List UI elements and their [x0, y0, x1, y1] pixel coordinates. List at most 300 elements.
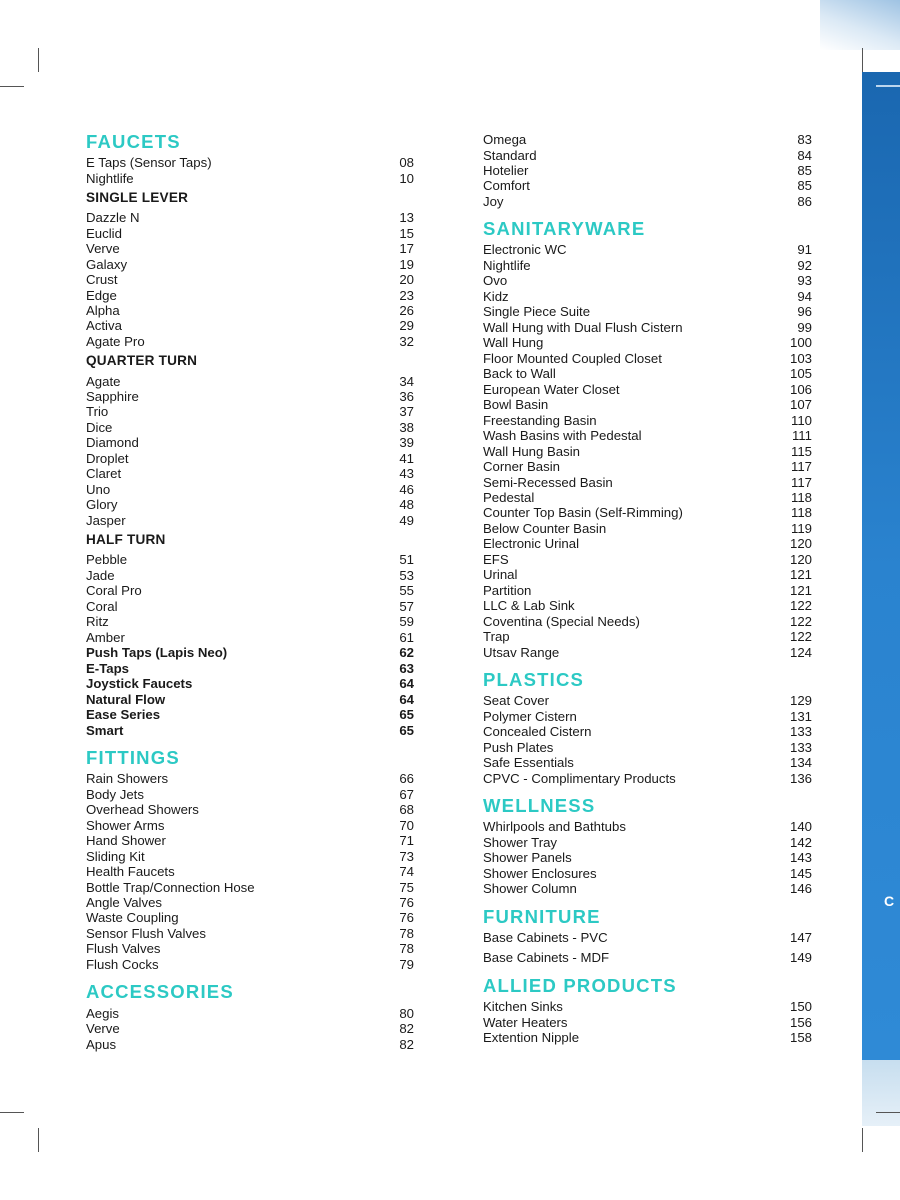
toc-entry[interactable] — [86, 599, 414, 615]
entry-page: 122 — [789, 629, 812, 644]
entry-page: 57 — [399, 599, 414, 614]
entry-label: Kitchen Sinks — [483, 999, 563, 1014]
toc-entry-bold[interactable] — [86, 707, 414, 723]
entry-label: Flush Valves — [86, 941, 161, 956]
toc-entry[interactable] — [483, 567, 812, 583]
toc-entry[interactable] — [483, 866, 812, 882]
toc-entry[interactable] — [86, 451, 414, 467]
toc-entry[interactable] — [86, 957, 414, 973]
toc-entry[interactable] — [86, 552, 414, 568]
entry-label: Wall Hung Basin — [483, 444, 580, 459]
entry-page: 143 — [789, 850, 812, 865]
entry-label: Glory — [86, 497, 118, 512]
entry-label: Wall Hung — [483, 335, 544, 350]
entry-page: 76 — [399, 910, 414, 925]
toc-entry[interactable] — [483, 835, 812, 851]
entry-page: 68 — [399, 802, 414, 817]
toc-entry[interactable] — [86, 334, 414, 350]
toc-entry[interactable] — [483, 444, 812, 460]
toc-entry[interactable] — [86, 497, 414, 513]
toc-entry-bold[interactable] — [86, 676, 414, 692]
entry-label: Sapphire — [86, 389, 139, 404]
entry-label: Trio — [86, 404, 109, 419]
toc-entry[interactable] — [86, 864, 414, 880]
entry-label: Polymer Cistern — [483, 709, 577, 724]
toc-entry[interactable] — [86, 1021, 414, 1037]
toc-entry[interactable] — [86, 583, 414, 599]
entry-label: Galaxy — [86, 257, 128, 272]
entry-page: 118 — [790, 505, 812, 520]
entry-label: Base Cabinets - MDF — [483, 950, 610, 965]
entry-label: Dice — [86, 420, 113, 435]
toc-entry[interactable] — [483, 258, 812, 274]
entry-page: 146 — [789, 881, 812, 896]
entry-label: CPVC - Complimentary Products — [483, 771, 676, 786]
toc-entry-bold[interactable] — [86, 723, 414, 739]
toc-entry[interactable] — [483, 819, 812, 835]
entry-label: Edge — [86, 288, 117, 303]
entry-page: 142 — [789, 835, 812, 850]
toc-entry[interactable] — [86, 1037, 414, 1053]
toc-entry[interactable] — [483, 755, 812, 771]
entry-label: Hotelier — [483, 163, 529, 178]
toc-entry[interactable] — [86, 614, 414, 630]
toc-entry-bold[interactable] — [86, 661, 414, 677]
toc-entry[interactable] — [483, 645, 812, 661]
entry-label: Ease Series — [86, 707, 161, 722]
section-title-faucets: FAUCETS — [86, 131, 181, 152]
entry-page: 107 — [789, 397, 812, 412]
toc-entry[interactable] — [483, 724, 812, 740]
toc-entry[interactable] — [86, 155, 414, 171]
entry-page: 105 — [789, 366, 812, 381]
entry-page: 158 — [789, 1030, 812, 1045]
toc-entry[interactable] — [86, 288, 414, 304]
entry-page: 117 — [790, 475, 812, 490]
entry-label: Omega — [483, 132, 527, 147]
toc-entry[interactable] — [483, 459, 812, 475]
entry-label: Single Piece Suite — [483, 304, 591, 319]
crop-mark — [876, 1112, 900, 1113]
entry-label: Uno — [86, 482, 111, 497]
entry-label: Shower Tray — [483, 835, 558, 850]
entry-page: 37 — [399, 404, 414, 419]
toc-entry-bold[interactable] — [86, 645, 414, 661]
entry-label: Shower Enclosures — [483, 866, 597, 881]
entry-label: Below Counter Basin — [483, 521, 607, 536]
toc-entry[interactable] — [86, 630, 414, 646]
entry-page: 149 — [789, 950, 812, 965]
toc-entry[interactable] — [86, 374, 414, 390]
toc-entry[interactable] — [86, 171, 414, 187]
toc-entry[interactable] — [483, 194, 812, 210]
entry-label: Sliding Kit — [86, 849, 145, 864]
entry-page: 26 — [399, 303, 414, 318]
entry-page: 75 — [399, 880, 414, 895]
entry-page: 99 — [797, 320, 812, 335]
entry-label: Rain Showers — [86, 771, 169, 786]
toc-entry[interactable] — [86, 568, 414, 584]
entry-page: 110 — [790, 413, 812, 428]
entry-page: 32 — [399, 334, 414, 349]
toc-entry[interactable] — [483, 242, 812, 258]
toc-entry[interactable] — [86, 833, 414, 849]
toc-entry[interactable] — [483, 351, 812, 367]
entry-label: Sensor Flush Valves — [86, 926, 206, 941]
toc-entry[interactable] — [86, 895, 414, 911]
toc-entry[interactable] — [483, 536, 812, 552]
entry-page: 120 — [789, 536, 812, 551]
entry-label: Hand Shower — [86, 833, 166, 848]
entry-page: 48 — [399, 497, 414, 512]
toc-entry[interactable] — [483, 273, 812, 289]
entry-label: Coral — [86, 599, 118, 614]
entry-page: 76 — [399, 895, 414, 910]
entry-label: Natural Flow — [86, 692, 166, 707]
entry-label: Concealed Cistern — [483, 724, 592, 739]
entry-page: 85 — [797, 178, 812, 193]
toc-entry[interactable] — [483, 521, 812, 537]
toc-entry[interactable] — [86, 389, 414, 405]
entry-label: Coral Pro — [86, 583, 142, 598]
entry-label: Agate — [86, 374, 121, 389]
entry-page: 121 — [789, 567, 812, 582]
toc-entry[interactable] — [86, 880, 414, 896]
toc-entry[interactable] — [483, 178, 812, 194]
toc-entry[interactable] — [483, 304, 812, 320]
toc-entry[interactable] — [483, 598, 812, 614]
toc-entry[interactable] — [483, 881, 812, 897]
entry-label: E-Taps — [86, 661, 129, 676]
entry-page: 63 — [399, 661, 414, 676]
toc-entry[interactable] — [483, 1030, 812, 1046]
entry-label: Dazzle N — [86, 210, 140, 225]
entry-page: 145 — [789, 866, 812, 881]
entry-page: 103 — [789, 351, 812, 366]
entry-label: Partition — [483, 583, 532, 598]
entry-page: 131 — [789, 709, 812, 724]
entry-page: 20 — [399, 272, 414, 287]
entry-label: Standard — [483, 148, 537, 163]
entry-page: 147 — [789, 930, 812, 945]
entry-page: 119 — [790, 521, 812, 536]
section-title-fittings: FITTINGS — [86, 747, 180, 768]
entry-label: Ritz — [86, 614, 109, 629]
entry-label: Body Jets — [86, 787, 144, 802]
entry-page: 49 — [399, 513, 414, 528]
entry-label: Joystick Faucets — [86, 676, 193, 691]
section-title-sanitaryware: SANITARYWARE — [483, 218, 646, 239]
toc-entry[interactable] — [86, 303, 414, 319]
subheading-half-turn: HALF TURN — [86, 532, 166, 547]
entry-label: Shower Column — [483, 881, 577, 896]
entry-label: Waste Coupling — [86, 910, 179, 925]
toc-entry[interactable] — [86, 941, 414, 957]
entry-page: 73 — [399, 849, 414, 864]
entry-label: Amber — [86, 630, 125, 645]
entry-label: Verve — [86, 241, 120, 256]
toc-entry[interactable] — [483, 930, 812, 946]
entry-page: 121 — [789, 583, 812, 598]
entry-label: Flush Cocks — [86, 957, 159, 972]
toc-entry[interactable] — [483, 335, 812, 351]
entry-label: Utsav Range — [483, 645, 560, 660]
entry-page: 67 — [399, 787, 414, 802]
entry-label: Whirlpools and Bathtubs — [483, 819, 626, 834]
entry-page: 106 — [789, 382, 812, 397]
entry-page: 70 — [399, 818, 414, 833]
toc-entry[interactable] — [483, 289, 812, 305]
toc-entry[interactable] — [86, 802, 414, 818]
toc-entry[interactable] — [86, 787, 414, 803]
toc-entry[interactable] — [483, 148, 812, 164]
toc-entry[interactable] — [86, 482, 414, 498]
entry-label: Coventina (Special Needs) — [483, 614, 640, 629]
toc-entry[interactable] — [86, 466, 414, 482]
toc-entry[interactable] — [483, 475, 812, 491]
entry-page: 150 — [789, 999, 812, 1014]
crop-mark — [0, 1112, 24, 1113]
toc-entry[interactable] — [483, 505, 812, 521]
entry-label: Push Taps (Lapis Neo) — [86, 645, 228, 660]
toc-entry[interactable] — [86, 420, 414, 436]
subheading-single-lever: SINGLE LEVER — [86, 190, 189, 205]
entry-page: 17 — [399, 241, 414, 256]
toc-entry[interactable] — [86, 318, 414, 334]
toc-entry[interactable] — [483, 850, 812, 866]
entry-page: 46 — [399, 482, 414, 497]
entry-page: 23 — [399, 288, 414, 303]
toc-entry[interactable] — [86, 1006, 414, 1022]
entry-page: 124 — [789, 645, 812, 660]
entry-label: Activa — [86, 318, 122, 333]
toc-entry[interactable] — [483, 552, 812, 568]
entry-page: 122 — [789, 614, 812, 629]
entry-page: 79 — [399, 957, 414, 972]
entry-label: LLC & Lab Sink — [483, 598, 575, 613]
entry-label: Water Heaters — [483, 1015, 568, 1030]
toc-entry[interactable] — [86, 818, 414, 834]
entry-label: Wall Hung with Dual Flush Cistern — [483, 320, 683, 335]
toc-entry[interactable] — [483, 740, 812, 756]
entry-page: 59 — [399, 614, 414, 629]
entry-label: Bottle Trap/Connection Hose — [86, 880, 255, 895]
toc-entry[interactable] — [86, 210, 414, 226]
entry-label: Nightlife — [86, 171, 134, 186]
entry-page: 129 — [789, 693, 812, 708]
entry-label: Bowl Basin — [483, 397, 549, 412]
entry-label: Base Cabinets - PVC — [483, 930, 608, 945]
entry-label: Crust — [86, 272, 118, 287]
toc-entry[interactable] — [86, 272, 414, 288]
entry-page: 61 — [399, 630, 414, 645]
entry-label: Back to Wall — [483, 366, 556, 381]
entry-label: Corner Basin — [483, 459, 560, 474]
toc-entry[interactable] — [86, 910, 414, 926]
entry-label: Angle Valves — [86, 895, 162, 910]
side-tab-letter: C — [884, 893, 895, 909]
crop-mark — [38, 1128, 39, 1152]
toc-entry[interactable] — [483, 163, 812, 179]
entry-label: Counter Top Basin (Self-Rimming) — [483, 505, 683, 520]
section-title-plastics: PLASTICS — [483, 669, 585, 690]
entry-label: Diamond — [86, 435, 139, 450]
entry-label: Euclid — [86, 226, 122, 241]
entry-page: 120 — [789, 552, 812, 567]
corner-gradient — [820, 0, 900, 50]
toc-entry[interactable] — [483, 771, 812, 787]
subheading-quarter-turn: QUARTER TURN — [86, 353, 198, 368]
entry-page: 71 — [399, 833, 414, 848]
entry-page: 140 — [789, 819, 812, 834]
entry-label: Apus — [86, 1037, 117, 1052]
entry-label: Agate Pro — [86, 334, 145, 349]
side-band-fade — [862, 1060, 900, 1126]
entry-page: 64 — [399, 676, 414, 691]
entry-page: 91 — [797, 242, 812, 257]
toc-entry[interactable] — [86, 513, 414, 529]
band-crop-mark — [876, 85, 900, 87]
entry-label: Comfort — [483, 178, 530, 193]
side-color-band — [862, 72, 900, 1060]
toc-entry[interactable] — [483, 320, 812, 336]
entry-page: 74 — [399, 864, 414, 879]
crop-mark — [0, 86, 24, 87]
entry-label: Nightlife — [483, 258, 531, 273]
toc-entry[interactable] — [86, 226, 414, 242]
crop-mark — [38, 48, 39, 72]
entry-page: 66 — [399, 771, 414, 786]
entry-page: 34 — [399, 374, 414, 389]
entry-page: 13 — [399, 210, 414, 225]
entry-label: Extention Nipple — [483, 1030, 580, 1045]
entry-page: 38 — [399, 420, 414, 435]
entry-label: Claret — [86, 466, 122, 481]
entry-label: Health Faucets — [86, 864, 175, 879]
toc-entry[interactable] — [86, 241, 414, 257]
section-title-wellness: WELLNESS — [483, 795, 596, 816]
crop-mark — [862, 1128, 863, 1152]
entry-page: 133 — [789, 724, 812, 739]
entry-label: Overhead Showers — [86, 802, 199, 817]
entry-label: Jasper — [86, 513, 126, 528]
entry-page: 136 — [789, 771, 812, 786]
entry-label: Safe Essentials — [483, 755, 574, 770]
entry-page: 08 — [399, 155, 414, 170]
toc-entry[interactable] — [483, 614, 812, 630]
entry-page: 118 — [790, 490, 812, 505]
entry-page: 94 — [797, 289, 812, 304]
entry-page: 83 — [797, 132, 812, 147]
entry-page: 100 — [789, 335, 812, 350]
entry-label: European Water Closet — [483, 382, 620, 397]
toc-entry[interactable] — [483, 709, 812, 725]
section-title-accessories: ACCESSORIES — [86, 981, 234, 1002]
entry-page: 96 — [797, 304, 812, 319]
toc-entry-bold[interactable] — [86, 692, 414, 708]
toc-entry[interactable] — [483, 693, 812, 709]
entry-page: 78 — [399, 941, 414, 956]
toc-entry[interactable] — [86, 404, 414, 420]
entry-page: 19 — [399, 257, 414, 272]
entry-page: 117 — [790, 459, 812, 474]
toc-entry[interactable] — [483, 1015, 812, 1031]
toc-entry[interactable] — [483, 428, 812, 444]
entry-label: Kidz — [483, 289, 509, 304]
toc-entry[interactable] — [483, 583, 812, 599]
entry-label: Shower Panels — [483, 850, 572, 865]
entry-label: Alpha — [86, 303, 120, 318]
section-title-allied-products: ALLIED PRODUCTS — [483, 975, 677, 996]
toc-entry[interactable] — [483, 382, 812, 398]
entry-page: 36 — [399, 389, 414, 404]
crop-mark — [862, 48, 863, 72]
entry-page: 62 — [399, 645, 414, 660]
toc-entry[interactable] — [483, 490, 812, 506]
entry-page: 43 — [399, 466, 414, 481]
toc-entry[interactable] — [86, 849, 414, 865]
entry-label: Verve — [86, 1021, 120, 1036]
toc-entry[interactable] — [86, 257, 414, 273]
entry-label: Aegis — [86, 1006, 119, 1021]
toc-entry[interactable] — [483, 397, 812, 413]
entry-page: 78 — [399, 926, 414, 941]
toc-entry[interactable] — [483, 629, 812, 645]
entry-page: 15 — [399, 226, 414, 241]
entry-page: 134 — [789, 755, 812, 770]
toc-entry[interactable] — [483, 999, 812, 1015]
entry-page: 41 — [399, 451, 414, 466]
entry-label: Smart — [86, 723, 124, 738]
entry-page: 82 — [399, 1037, 414, 1052]
toc-entry[interactable] — [483, 366, 812, 382]
entry-page: 39 — [399, 435, 414, 450]
entry-label: Droplet — [86, 451, 129, 466]
entry-page: 92 — [797, 258, 812, 273]
toc-entry[interactable] — [86, 435, 414, 451]
entry-label: Joy — [483, 194, 504, 209]
toc-entry[interactable] — [86, 771, 414, 787]
toc-entry[interactable] — [483, 132, 812, 148]
entry-page: 29 — [399, 318, 414, 333]
entry-label: Urinal — [483, 567, 518, 582]
entry-page: 10 — [399, 171, 414, 186]
entry-page: 122 — [789, 598, 812, 613]
entry-page: 86 — [797, 194, 812, 209]
toc-entry[interactable] — [86, 926, 414, 942]
entry-page: 111 — [791, 428, 812, 443]
entry-label: Electronic Urinal — [483, 536, 580, 551]
entry-label: Trap — [483, 629, 510, 644]
toc-entry[interactable] — [483, 950, 812, 966]
entry-label: Semi-Recessed Basin — [483, 475, 613, 490]
toc-entry[interactable] — [483, 413, 812, 429]
entry-page: 55 — [399, 583, 414, 598]
entry-label: Ovo — [483, 273, 508, 288]
entry-label: Pedestal — [483, 490, 535, 505]
entry-page: 53 — [399, 568, 414, 583]
entry-label: Freestanding Basin — [483, 413, 597, 428]
section-title-furniture: FURNITURE — [483, 906, 601, 927]
entry-page: 93 — [797, 273, 812, 288]
entry-page: 80 — [399, 1006, 414, 1021]
entry-label: Seat Cover — [483, 693, 549, 708]
entry-page: 65 — [399, 723, 414, 738]
entry-label: Pebble — [86, 552, 128, 567]
entry-page: 133 — [789, 740, 812, 755]
entry-page: 51 — [399, 552, 414, 567]
entry-page: 115 — [790, 444, 812, 459]
